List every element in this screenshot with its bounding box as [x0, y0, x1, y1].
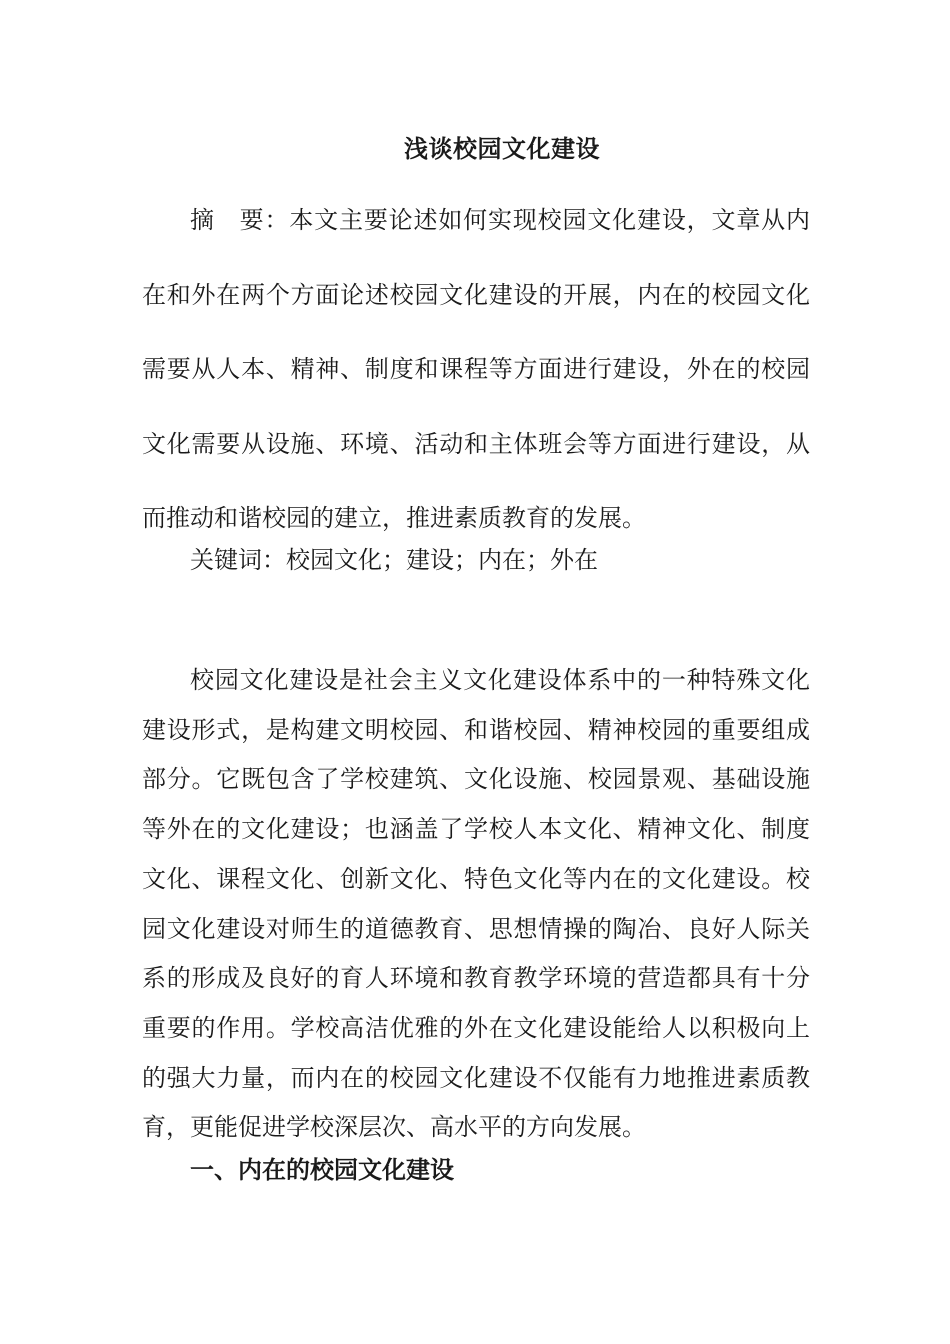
- section-heading: 一、内在的校园文化建设: [190, 1155, 454, 1184]
- keywords-line: 关键词：校园文化；建设；内在；外在: [190, 546, 598, 574]
- body-paragraph: 校园文化建设是社会主义文化建设体系中的一种特殊文化建设形式，是构建文明校园、和谐校园、精神校园的重要组成部分。它既包含了学校建筑、文化设施、校园景观、基础设施等外在的文化建设；也涵盖了学校人本文化、精神文化、制度文化、课程文化、创新文化、特色文化等内在的文化建设。校园文化建设对师生的道德教育、思想情操的陶冶、良好人际关系的形成及良好的育人环境和教育教学环境的营造都具有十分重要的作用。学校高洁优雅的外在文化建设能给人以积极向上的强大力量，而内在的校园文化建设不仅能有力地推进素质教育，更能促进学校深层次、高水平的方向发展。: [142, 666, 810, 1142]
- document-title: 浅谈校园文化建设: [404, 134, 600, 163]
- abstract-paragraph: 摘 要：本文主要论述如何实现校园文化建设，文章从内在和外在两个方面论述校园文化建设的开展，内在的校园文化需要从人本、精神、制度和课程等方面进行建设，外在的校园文化需要从设施、环境、活动和主体班会等方面进行建设，从而推动和谐校园的建立，推进素质教育的发展。: [142, 206, 810, 532]
